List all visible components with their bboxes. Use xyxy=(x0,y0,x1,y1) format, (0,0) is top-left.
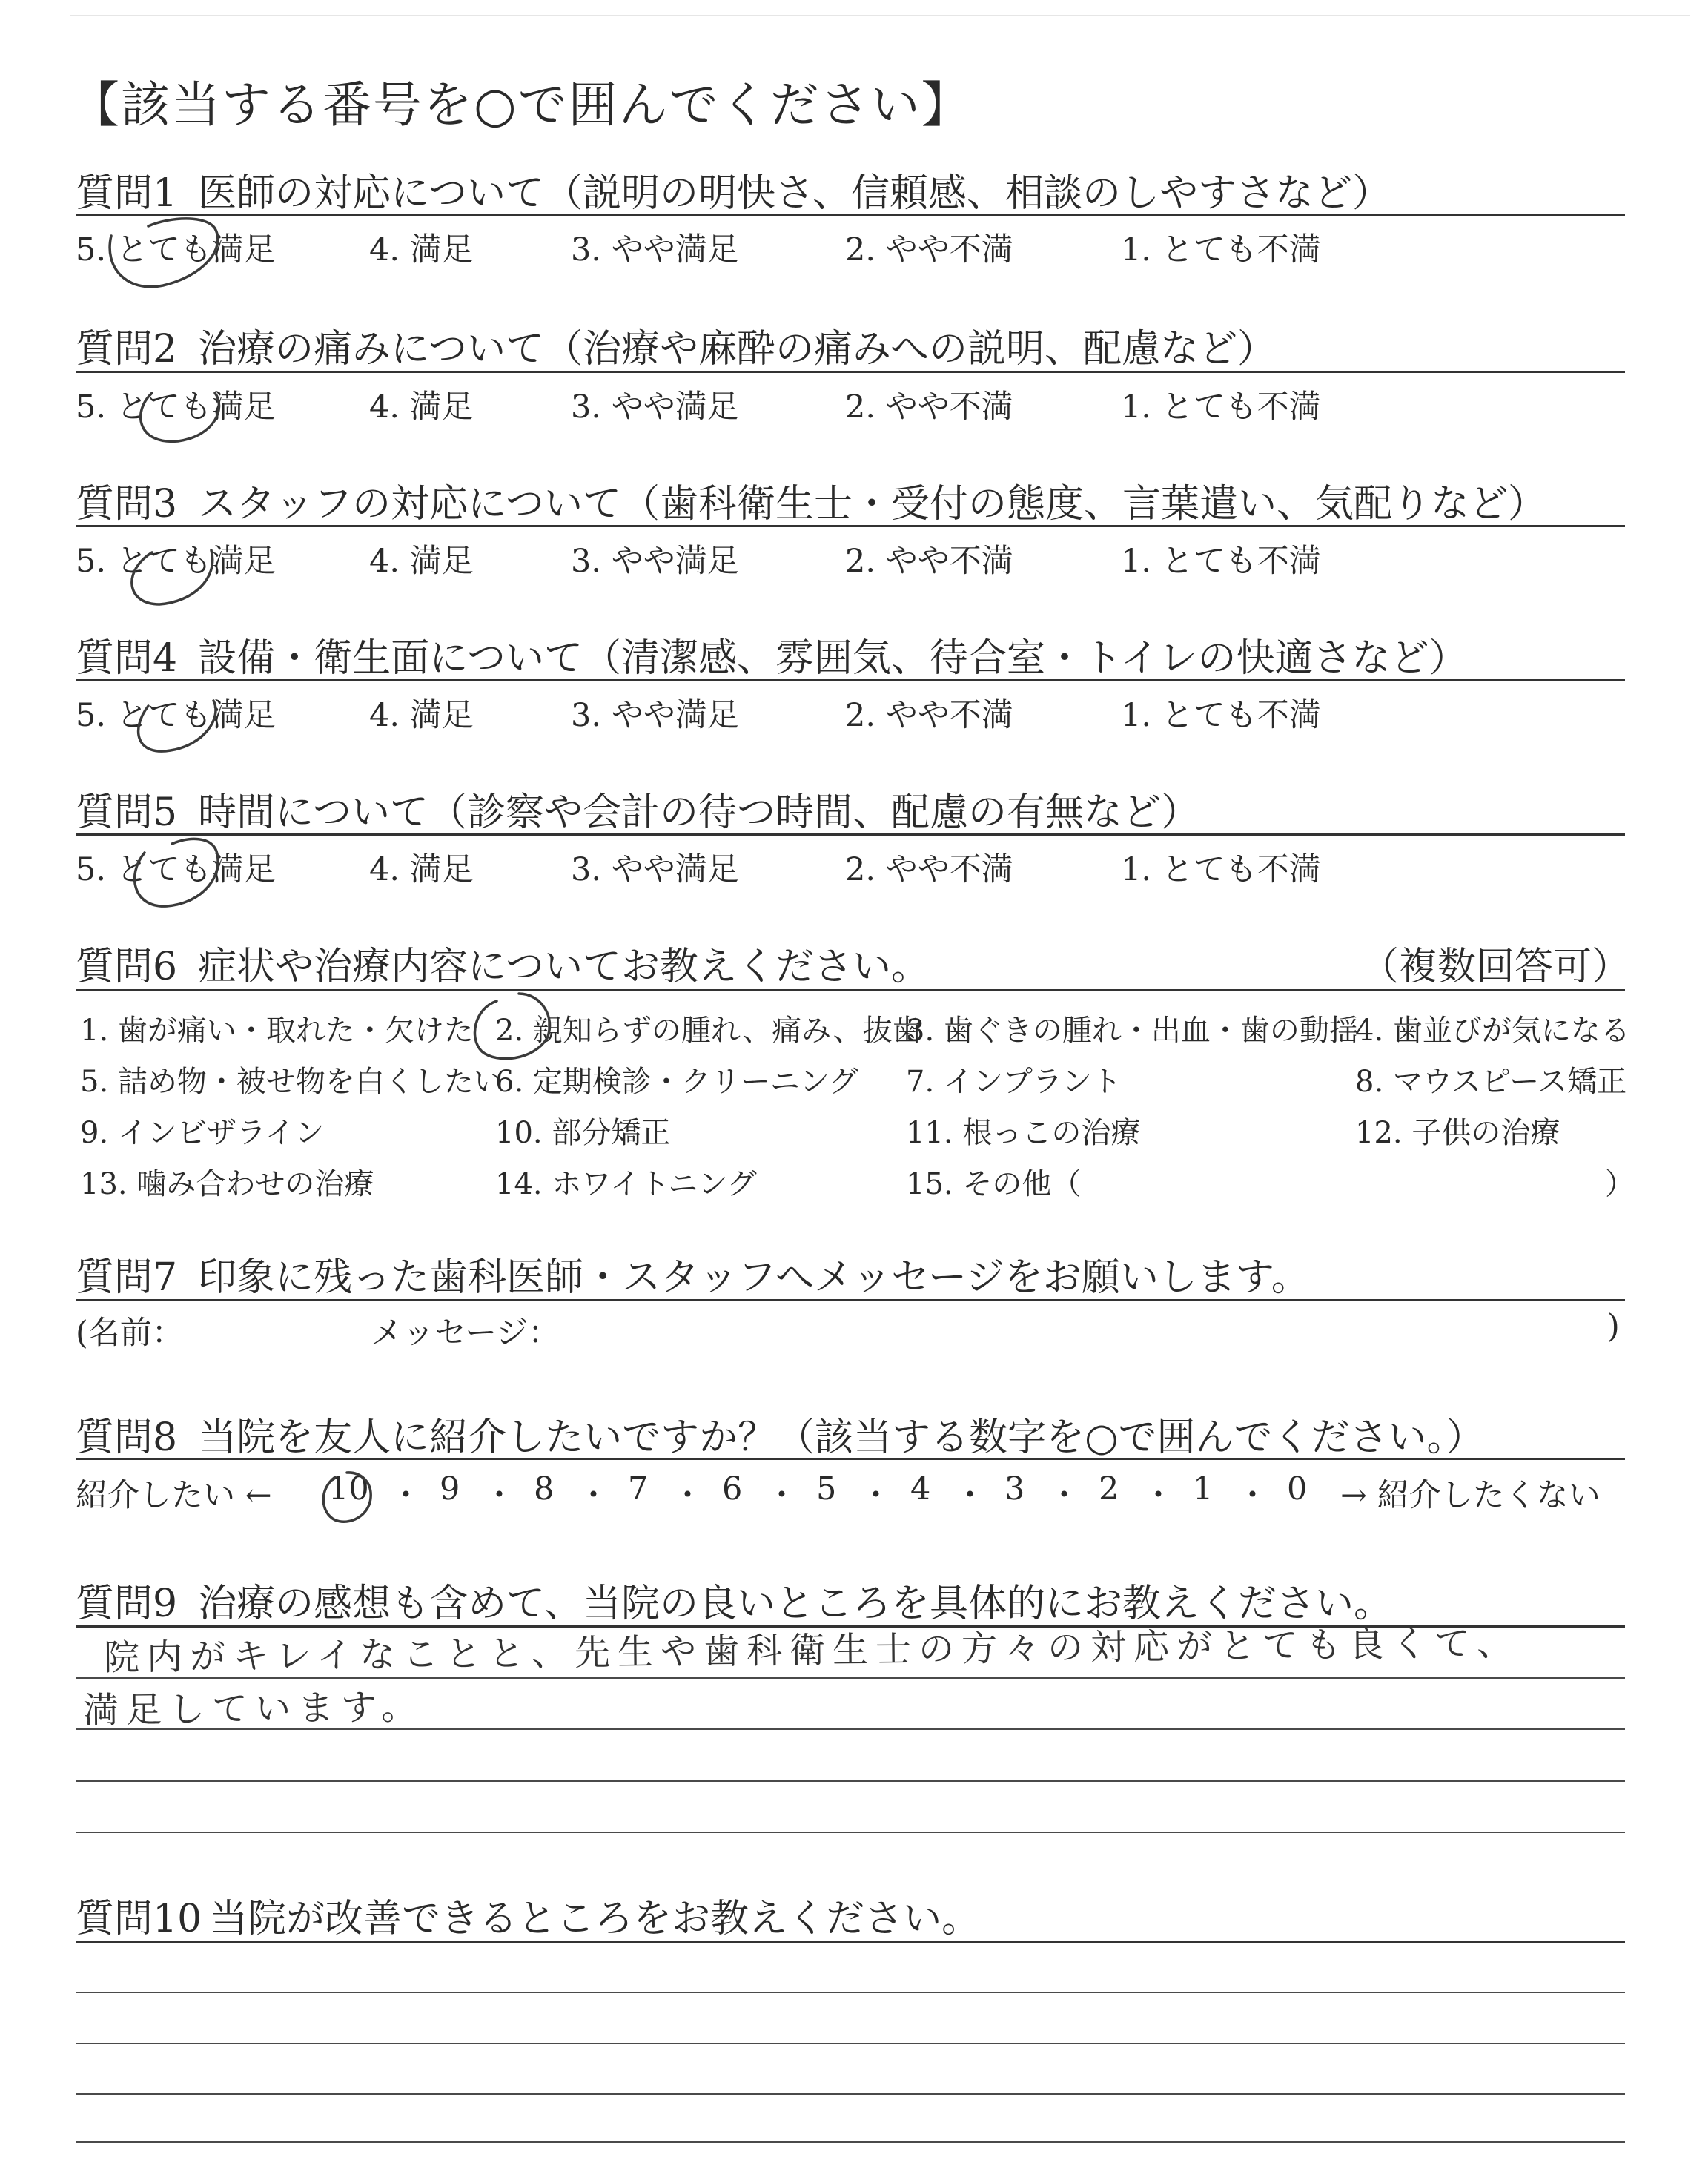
scale-separator: ・ xyxy=(1142,1477,1174,1514)
message-close-paren: ) xyxy=(1607,1308,1620,1345)
scale-separator: ・ xyxy=(860,1477,892,1514)
q3-option-5[interactable]: 5. とても満足 xyxy=(76,543,276,580)
question-4 xyxy=(76,627,1467,682)
scale-0[interactable]: 0 xyxy=(1287,1470,1308,1507)
q6-item-11[interactable]: 11. 根っこの治療 xyxy=(906,1116,1141,1150)
question-number: 質問8 xyxy=(76,1416,178,1460)
question-8 xyxy=(76,1406,1484,1462)
answer-line xyxy=(76,1992,1625,1993)
question-text: 当院を友人に紹介したいですか？（該当する数字を○で囲んでください。） xyxy=(198,1416,1485,1460)
answer-line xyxy=(76,2141,1625,2143)
question-10 xyxy=(76,1887,980,1943)
q5-option-1[interactable]: 1. とても不満 xyxy=(1121,851,1321,888)
scale-separator: ・ xyxy=(954,1477,986,1514)
q6-item-1[interactable]: 1. 歯が痛い・取れた・欠けた xyxy=(80,1014,474,1048)
question-10-rule xyxy=(76,1941,1625,1943)
q4-option-2[interactable]: 2. やや不満 xyxy=(845,697,1013,734)
question-text: スタッフの対応について（歯科衛生士・受付の態度、言葉遣い、気配りなど） xyxy=(198,482,1547,526)
question-text: 治療の痛みについて（治療や麻酔の痛みへの説明、配慮など） xyxy=(198,327,1277,371)
q2-option-2[interactable]: 2. やや不満 xyxy=(845,389,1013,426)
q5-option-3[interactable]: 3. やや満足 xyxy=(571,851,739,888)
q5-option-5[interactable]: 5. とても満足 xyxy=(76,851,276,888)
question-7-rule xyxy=(76,1299,1625,1301)
q6-item-8[interactable]: 8. マウスピース矯正 xyxy=(1355,1065,1627,1099)
scale-5[interactable]: 5 xyxy=(816,1470,837,1507)
q6-item-12[interactable]: 12. 子供の治療 xyxy=(1355,1116,1560,1150)
question-number: 質問4 xyxy=(76,636,178,681)
q4-option-1[interactable]: 1. とても不満 xyxy=(1121,697,1321,734)
recommend-right-label: → 紹介したくない xyxy=(1340,1477,1601,1514)
q4-option-5[interactable]: 5. とても満足 xyxy=(76,697,276,734)
q4-option-3[interactable]: 3. やや満足 xyxy=(571,697,739,734)
scale-2[interactable]: 2 xyxy=(1099,1470,1119,1507)
question-number: 質問10 xyxy=(76,1897,202,1941)
question-2-rule xyxy=(76,371,1625,373)
scale-8[interactable]: 8 xyxy=(534,1470,555,1507)
q4-option-4[interactable]: 4. 満足 xyxy=(369,697,474,734)
question-number: 質問1 xyxy=(76,171,178,216)
question-text: 時間について（診察や会計の待つ時間、配慮の有無など） xyxy=(198,790,1200,835)
scale-10[interactable]: 10 xyxy=(328,1470,369,1507)
question-number: 質問9 xyxy=(76,1582,178,1626)
question-number: 質問7 xyxy=(76,1255,178,1300)
q5-option-4[interactable]: 4. 満足 xyxy=(369,851,474,888)
scale-1[interactable]: 1 xyxy=(1193,1470,1214,1507)
scale-separator: ・ xyxy=(1048,1477,1080,1514)
question-6 xyxy=(76,935,930,991)
question-6-rule xyxy=(76,989,1625,991)
question-number: 質問3 xyxy=(76,482,178,526)
question-1-rule xyxy=(76,214,1625,216)
q1-option-5[interactable]: 5. とても満足 xyxy=(76,231,276,268)
q3-option-1[interactable]: 1. とても不満 xyxy=(1121,543,1321,580)
question-5-rule xyxy=(76,833,1625,836)
handwritten-answer-line-1: 院内がキレイなことと、先生や歯科衛生士の方々の対応がとても良くて、 xyxy=(103,1622,1520,1679)
question-text: 医師の対応について（説明の明快さ、信頼感、相談のしやすさなど） xyxy=(198,171,1391,216)
question-number: 質問5 xyxy=(76,790,178,835)
q6-item-4[interactable]: 4. 歯並びが気になる xyxy=(1355,1014,1630,1048)
scale-separator: ・ xyxy=(766,1477,798,1514)
question-7 xyxy=(76,1246,1310,1301)
scale-9[interactable]: 9 xyxy=(440,1470,460,1507)
q1-option-2[interactable]: 2. やや不満 xyxy=(845,231,1013,268)
question-text: 設備・衛生面について（清潔感、雰囲気、待合室・トイレの快適さなど） xyxy=(198,636,1468,681)
q6-item-10[interactable]: 10. 部分矯正 xyxy=(495,1116,671,1150)
scale-separator: ・ xyxy=(483,1477,515,1514)
answer-line xyxy=(76,2043,1625,2044)
scale-separator: ・ xyxy=(577,1477,609,1514)
question-text: 印象に残った歯科医師・スタッフへメッセージをお願いします。 xyxy=(198,1255,1310,1300)
question-3-rule xyxy=(76,525,1625,527)
question-number: 質問2 xyxy=(76,327,178,371)
scale-separator: ・ xyxy=(672,1477,704,1514)
question-5 xyxy=(76,781,1199,836)
page-title: 【該当する番号を○で囲んでください】 xyxy=(70,76,972,133)
question-1 xyxy=(76,162,1391,217)
q6-item-6[interactable]: 6. 定期検診・クリーニング xyxy=(495,1065,859,1099)
answer-line xyxy=(76,1780,1625,1782)
answer-line xyxy=(76,2093,1625,2095)
question-8-rule xyxy=(76,1458,1625,1460)
q6-item-14[interactable]: 14. ホワイトニング xyxy=(495,1167,757,1201)
q1-option-1[interactable]: 1. とても不満 xyxy=(1121,231,1321,268)
question-4-rule xyxy=(76,679,1625,681)
scale-4[interactable]: 4 xyxy=(910,1470,931,1507)
q1-option-4[interactable]: 4. 満足 xyxy=(369,231,474,268)
q5-option-2[interactable]: 2. やや不満 xyxy=(845,851,1013,888)
q3-option-3[interactable]: 3. やや満足 xyxy=(571,543,739,580)
question-text: 当院が改善できるところをお教えください。 xyxy=(209,1897,981,1941)
q6-item-9[interactable]: 9. インビザライン xyxy=(80,1116,325,1150)
scale-3[interactable]: 3 xyxy=(1004,1470,1025,1507)
q2-option-4[interactable]: 4. 満足 xyxy=(369,389,474,426)
question-number: 質問6 xyxy=(76,945,178,989)
q6-item-2[interactable]: 2. 親知らずの腫れ、痛み、抜歯 xyxy=(495,1014,922,1048)
q6-item-15[interactable]: 15. その他（ xyxy=(906,1167,1082,1201)
question-text: 治療の感想も含めて、当院の良いところを具体的にお教えください。 xyxy=(198,1582,1393,1626)
message-label: メッセージ： xyxy=(371,1315,560,1352)
q6-item-15-close: ） xyxy=(1605,1167,1635,1201)
multiple-answers-note: （複数回答可） xyxy=(1360,945,1631,989)
answer-line xyxy=(76,1832,1625,1833)
q3-option-2[interactable]: 2. やや不満 xyxy=(845,543,1013,580)
scale-6[interactable]: 6 xyxy=(722,1470,743,1507)
scale-separator: ・ xyxy=(1237,1477,1268,1514)
question-text: 症状や治療内容についてお教えください。 xyxy=(198,945,930,989)
q2-option-1[interactable]: 1. とても不満 xyxy=(1121,389,1321,426)
question-3 xyxy=(76,472,1546,528)
handwritten-answer-line-2: 満足しています。 xyxy=(82,1686,425,1731)
q3-option-4[interactable]: 4. 満足 xyxy=(369,543,474,580)
q6-item-13[interactable]: 13. 噛み合わせの治療 xyxy=(80,1167,374,1201)
q2-option-3[interactable]: 3. やや満足 xyxy=(571,389,739,426)
q2-option-5[interactable]: 5. とても満足 xyxy=(76,389,276,426)
q6-item-3[interactable]: 3. 歯ぐきの腫れ・出血・歯の動揺 xyxy=(906,1014,1359,1048)
scale-7[interactable]: 7 xyxy=(628,1470,649,1507)
top-edge-line xyxy=(70,15,1690,16)
q6-item-5[interactable]: 5. 詰め物・被せ物を白くしたい xyxy=(80,1065,503,1099)
q1-option-3[interactable]: 3. やや満足 xyxy=(571,231,739,268)
recommend-left-label: 紹介したい ← xyxy=(76,1477,272,1514)
question-2 xyxy=(76,317,1276,373)
q6-item-7[interactable]: 7. インプラント xyxy=(906,1065,1122,1099)
scale-separator: ・ xyxy=(390,1477,422,1514)
name-label: (名前： xyxy=(76,1315,184,1352)
